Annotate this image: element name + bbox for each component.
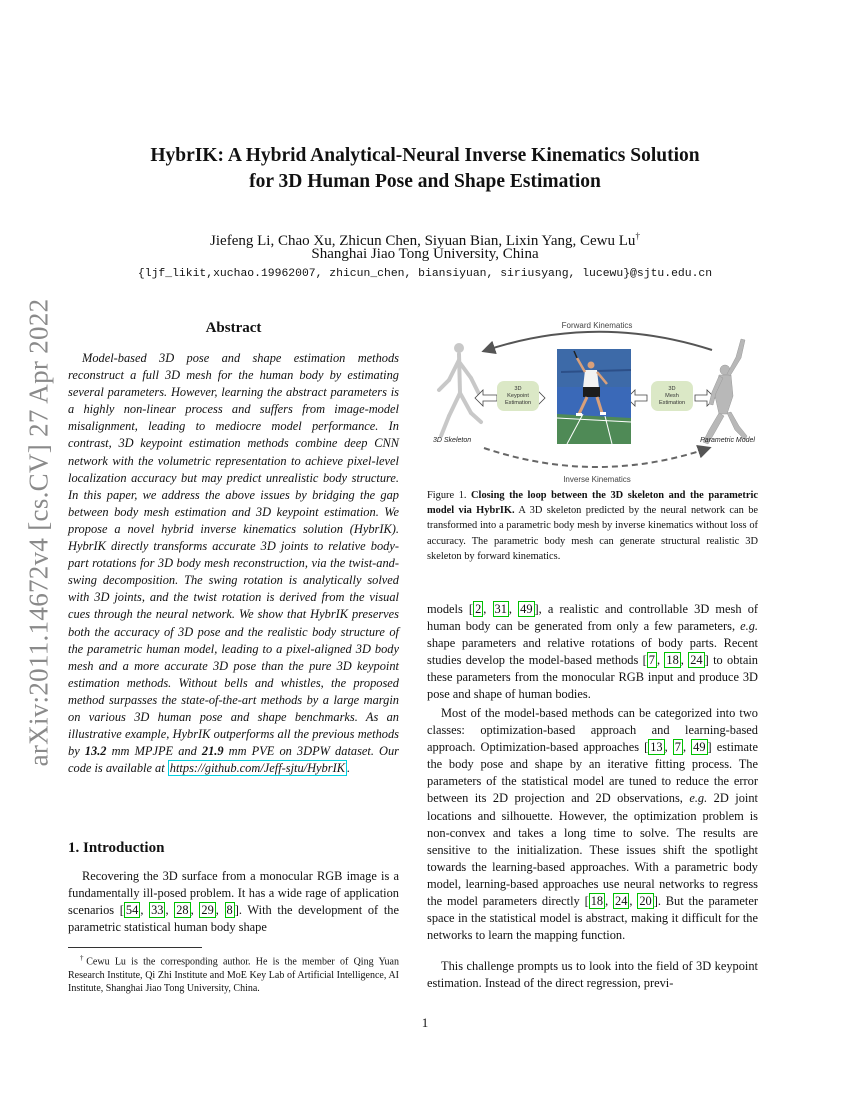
figure-1-diagram [427, 318, 758, 486]
corresponding-author-mark: † [635, 231, 640, 241]
tennis-player-photo [557, 349, 631, 444]
skeleton-figure [439, 343, 481, 436]
abstract-body: Model-based 3D pose and shape estimation methods reconstruct a full 3D mesh for the human body by estimating several parameters. However, learning the abstract parameters is a highly non-linear process and suffers from image-model misalignment, leading to mediocre model performance. In contrast, 3D keypoint estimation methods combine deep CNN network with the volumetric representation to achieve pixel-level localization accuracy but may predict unrealistic body structure. In this paper, we address the above issues by bridging the gap between body mesh estimation and 3D keypoint estimation. We propose a novel hybrid inverse kinematics solution (HybrIK). HybrIK directly transforms accurate 3D joints to relative body-part rotations for 3D body mesh reconstruction, via the twist-and-swing decomposition. The swing rotation is analytically solved with 3D joints, and the twist rotation is derived from the visual cues through the neural network. We show that HybrIK preserves both the accuracy of 3D pose and the realistic body structure of the parametric human model, leading to a pixel-aligned 3D body mesh and a more accurate 3D pose than the pure 3D keypoint estimation methods. Without bells and whistles, the proposed method surpasses the state-of-the-art methods by a large margin on various 3D human pose and shape benchmarks. As an illustrative example, HybrIK outperforms all the previous methods by 13.2 mm MPJPE and 21.9 mm PVE on 3DPW dataset. Our code is available at https://github.com/Jeff-sjtu/HybrIK . [68, 351, 400, 776]
citation-link[interactable]: 49 [693, 740, 706, 755]
citation-link[interactable]: 28 [176, 903, 189, 918]
code-link[interactable]: https://github.com/Jeff-sjtu/HybrIK [169, 761, 345, 776]
keypoint-box-line-3: Estimation [504, 400, 532, 406]
abstract-heading: Abstract [205, 320, 262, 336]
inverse-kinematics-label: Inverse Kinematics [563, 475, 631, 484]
citation-link[interactable]: 18 [590, 894, 604, 909]
page-number: 1 [421, 1015, 429, 1030]
citation-link[interactable]: 24 [615, 894, 628, 909]
forward-kinematics-arrow [484, 332, 712, 351]
citation-link[interactable]: 7 [674, 740, 681, 755]
citation-link[interactable]: 20 [639, 894, 652, 909]
parametric-mesh-figure [703, 339, 747, 444]
author-emails: {ljf_likit,xuchao.19962007, zhicun_chen, biansiyuan, siriusyang, lucewu}@sjtu.edu.cn [137, 268, 713, 280]
intro-paragraph: Recovering the 3D surface from a monocular RGB image is a fundamentally ill-posed problem. It has a wide rage of application scenarios [ 54 , 33 , 28 , 29 , 8 ]. With the development of the parametric statistical human body shape [68, 869, 399, 935]
footnote-divider [68, 947, 202, 948]
pve-value: 21.9 [201, 744, 224, 759]
keypoint-box-line-2: Keypoint [507, 393, 529, 399]
forward-kinematics-label: Forward Kinematics [561, 321, 633, 330]
citation-link[interactable]: 2 [475, 602, 482, 616]
skeleton-label: 3D Skeleton [433, 437, 472, 444]
figure-caption: Figure 1. Closing the loop between the 3D skeleton and the parametric model via HybrIK. A 3D skeleton predicted by the neural network can be transformed into a parametric body mesh by inverse kinematics without loss of accuracy. The parametric body mesh can generate structural realistic 3D skeleton by forward kinematics. [427, 490, 758, 562]
mesh-box-line-3: Estimation [658, 400, 686, 406]
citation-link[interactable]: 24 [690, 653, 703, 668]
inverse-kinematics-arrow [484, 448, 709, 467]
citation-link[interactable]: 8 [226, 903, 233, 918]
author-list: Jiefeng Li, Chao Xu, Zhicun Chen, Siyuan Bian, Lixin Yang, Cewu Lu† [210, 231, 640, 249]
arxiv-stamp: arXiv:2011.14672v4 [cs.CV] 27 Apr 2022 [23, 298, 54, 766]
title-line-1: HybrIK: A Hybrid Analytical-Neural Inverse Kinematics Solution [150, 145, 700, 166]
right-paragraph-2: Most of the model-based methods can be categorized into two classes: optimization-based approach and learning-based approach. Optimization-based approaches [ 13 , 7 , 49 ] estimate the body pose and shape by an iterative fitting process. The parameters of the statistical model are tuned to reduce the error between its 2D projection and 2D observations, e.g. 2D joint locations and silhouette. However, the optimization problem is non-convex and takes a long time to solve. The results are sensitive to the initialization. These issues shift the spotlight towards the learning-based approaches. With a parametric body model, learning-based approaches use neural networks to regress the model parameters directly [ 18 , 24 , 20 ]. But the parameter space in the statistical model is abstract, making it difficult for the networks to learn the mapping function. [427, 706, 759, 943]
mpjpe-value: 13.2 [84, 744, 107, 759]
figure-1 [427, 318, 758, 486]
citation-link[interactable]: 13 [650, 740, 663, 755]
citation-link[interactable]: 49 [520, 602, 533, 616]
citation-link[interactable]: 33 [151, 903, 164, 918]
mesh-box-line-1: 3D [668, 386, 676, 392]
citation-link[interactable]: 29 [201, 903, 214, 918]
affiliation: Shanghai Jiao Tong University, China [311, 246, 539, 262]
parametric-model-label: Parametric Model [700, 437, 755, 444]
title-line-2: for 3D Human Pose and Shape Estimation [249, 171, 601, 192]
citation-link[interactable]: 7 [648, 653, 655, 668]
footnote: †Cewu Lu is the corresponding author. He is the member of Qing Yuan Research Institute, Qi Zhi Institute and MoE Key Lab of Artificial Intelligence, AI Institute, Shanghai Jiao Tong University, China. [68, 954, 399, 995]
intro-heading: 1. Introduction [68, 840, 165, 856]
citation-link[interactable]: 54 [125, 903, 139, 918]
keypoint-box-line-1: 3D [514, 386, 522, 392]
citation-link[interactable]: 18 [666, 653, 679, 668]
citation-link[interactable]: 31 [494, 602, 507, 616]
right-paragraph-1: models [ 2 , 31 , 49 ], a realistic and controllable 3D mesh of human body can be generated from only a few parameters, e.g. shape parameters and relative rotations of body parts. Recent studies develop the model-based methods [ 7 , 18 , 24 ] to obtain these parameters from the monocular RGB input and produce 3D pose and shape of human bodies. [427, 602, 759, 702]
paper-title [100, 143, 750, 195]
mesh-box-line-2: Mesh [665, 393, 679, 399]
right-paragraph-3: This challenge prompts us to look into the field of 3D keypoint estimation. Instead of the direct regression, previ- [427, 959, 758, 991]
